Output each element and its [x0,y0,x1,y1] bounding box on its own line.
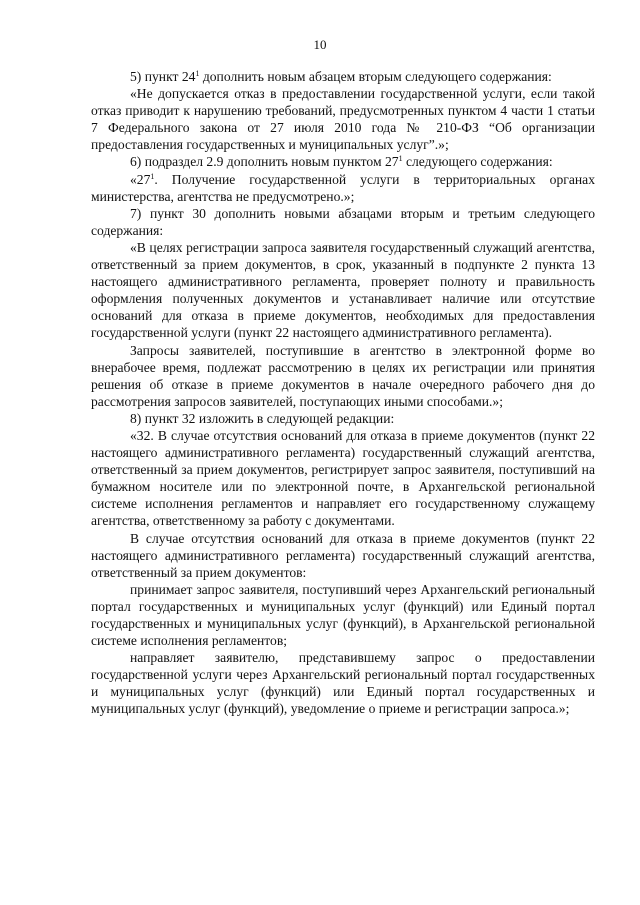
paragraph-text: Запросы заявителей, поступившие в агентство в электронной форме во внерабочее время, подлежат рассмотрению в целях их регистрации или принятия решения об отказе в приеме документов в начале очередного рабочего дня до рассмотрения запросов заявителей, поступающих иными способами.»; [91,342,595,409]
document-body [91,68,595,718]
superscript: 1 [398,154,403,164]
paragraph-text: 8) пункт 32 изложить в следующей редакции: [130,410,395,426]
paragraph-quote-30-a [91,239,595,342]
paragraph-item-5 [91,68,595,85]
paragraph-item-6 [91,153,595,170]
paragraph-quote-32-d [91,649,595,717]
superscript: 1 [195,69,200,78]
paragraph-text: 7) пункт 30 дополнить новыми абзацами вторым и третьим следующего содержания: [91,205,595,238]
paragraph-quote-32-a [91,427,595,530]
paragraph-item-8 [91,410,595,427]
paragraph-text: 6) подраздел 2.9 дополнить новым пунктом 27 [130,154,399,170]
paragraph-quote-27-1 [91,171,595,205]
paragraph-text: «27 [130,171,151,187]
paragraph-text: «Не допускается отказ в предоставлении государственной услуги, если такой отказ приводит к нарушению требований, предусмотренных пунктом 4 части 1 статьи 7 Федерального закона от 27 июля 2010 года № 210-ФЗ “Об организации предоставления государственных и муниципальных услуг”.»; [91,86,595,153]
paragraph-text: В случае отсутствия оснований для отказа в приеме документов (пункт 22 настоящего административного регламента) государственный служащий агентства, ответственный за прием документов: [91,530,595,580]
paragraph-quote-30-b [91,342,595,410]
paragraph-item-7 [91,205,595,239]
paragraph-text: . Получение государственной услуги в территориальных органах министерства, агентства не предусмотрено.»; [91,171,595,204]
paragraph-text: следующего содержания: [402,154,553,170]
paragraph-text: дополнить новым абзацем вторым следующего содержания: [199,69,552,84]
paragraph-quote-32-b [91,530,595,581]
paragraph-quote-24-1 [91,85,595,153]
superscript: 1 [150,171,155,181]
paragraph-text: «В целях регистрации запроса заявителя государственный служащий агентства, ответственный за прием документов, в срок, указанный в подпункте 2 пункта 13 настоящего административного регламента, проверяет полноту и правильность оформления полученных документов и устанавливает наличие или отсутствие оснований для отказа в приеме документов, необходимых для предоставления государственной услуги (пункт 22 настоящего административного регламента). [91,239,595,341]
paragraph-text: принимает запрос заявителя, поступивший через Архангельский региональный портал государственных и муниципальных услуг (функций) или Единый портал государственных и муниципальных услуг (функций), в Архангельской региональной системе исполнения регламентов; [91,581,595,649]
page-number: 10 [313,37,327,52]
paragraph-text: «32. В случае отсутствия оснований для отказа в приеме документов (пункт 22 настоящего административного регламента) государственный служащий агентства, ответственный за прием документов, регистрирует запрос заявителя, поступивший на бумажном носителе или по электронной почте, в Архангельской региональной системе исполнения регламентов и направляет его государственному служащему агентства, ответственному за работу с документами. [91,427,595,529]
paragraph-quote-32-c [91,581,595,649]
paragraph-text: 5) пункт 24 [130,69,196,84]
paragraph-text: направляет заявителю, представившему запрос о предоставлении государственной услуги через Архангельский региональный портал государственных и муниципальных услуг (функций) или Единый портал государственных и муниципальных услуг (функций), уведомление о приеме и регистрации запроса.»; [91,650,595,717]
